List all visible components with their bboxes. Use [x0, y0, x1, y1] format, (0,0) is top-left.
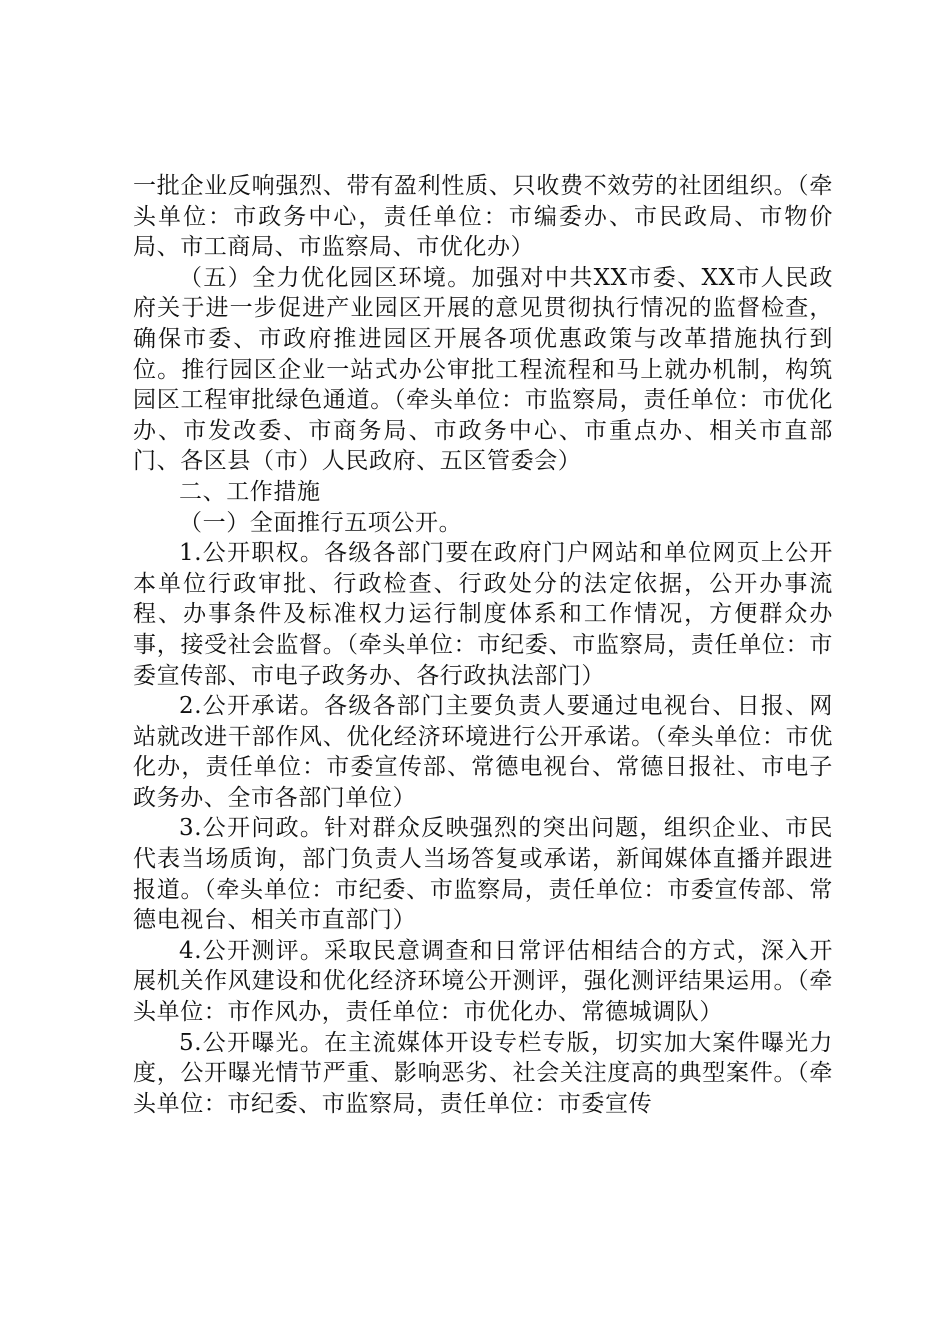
paragraph-optimize-park-environment: （五）全力优化园区环境。加强对中共XX市委、XX市人民政府关于进一步促进产业园区开展的意见贯彻执行情况的监督检查，确保市委、市政府推进园区开展各项优惠政策与改革措施执行到位。推行园区企业一站式办公审批工程流程和马上就办机制，构筑园区工程审批绿色通道。（牵头单位：市监察局，责任单位：市优化办、市发改委、市商务局、市政务中心、市重点办、相关市直部门、各区县（市）人民政府、五区管委会） [133, 264, 833, 475]
section-heading-work-measures: 二、工作措施 [179, 478, 321, 505]
subsection-heading-five-publicities: （一）全面推行五项公开。 [179, 509, 463, 536]
paragraph-continuation: 一批企业反响强烈、带有盈利性质、只收费不效劳的社团组织。（牵头单位：市政务中心，责任单位：市编委办、市民政局、市物价局、市工商局、市监察局、市优化办） [133, 173, 833, 261]
list-item-public-exposure: 5.公开曝光。在主流媒体开设专栏专版，切实加大案件曝光力度，公开曝光情节严重、影响恶劣、社会关注度高的典型案件。（牵头单位：市纪委、市监察局，责任单位：市委宣传 [133, 1029, 833, 1117]
list-item-public-inquiry: 3.公开问政。针对群众反映强烈的突出问题，组织企业、市民代表当场质询，部门负责人当场答复或承诺，新闻媒体直播并跟进报道。（牵头单位：市纪委、市监察局，责任单位：市委宣传部、常德电视台、相关市直部门） [133, 815, 833, 934]
document-body [133, 171, 833, 1119]
list-item-public-powers: 1.公开职权。各级各部门要在政府门户网站和单位网页上公开本单位行政审批、行政检查、行政处分的法定依据，公开办事流程、办事条件及标准权力运行制度体系和工作情况，方便群众办事，接受社会监督。（牵头单位：市纪委、市监察局，责任单位：市委宣传部、市电子政务办、各行政执法部门） [133, 540, 833, 689]
list-item-public-commitments: 2.公开承诺。各级各部门主要负责人要通过电视台、日报、网站就改进干部作风、优化经济环境进行公开承诺。（牵头单位：市优化办，责任单位：市委宣传部、常德电视台、常德日报社、市电子政务办、全市各部门单位） [133, 693, 833, 811]
list-item-public-evaluation: 4.公开测评。采取民意调查和日常评估相结合的方式，深入开展机关作风建设和优化经济环境公开测评，强化测评结果运用。（牵头单位：市作风办，责任单位：市优化办、常德城调队） [133, 937, 833, 1026]
